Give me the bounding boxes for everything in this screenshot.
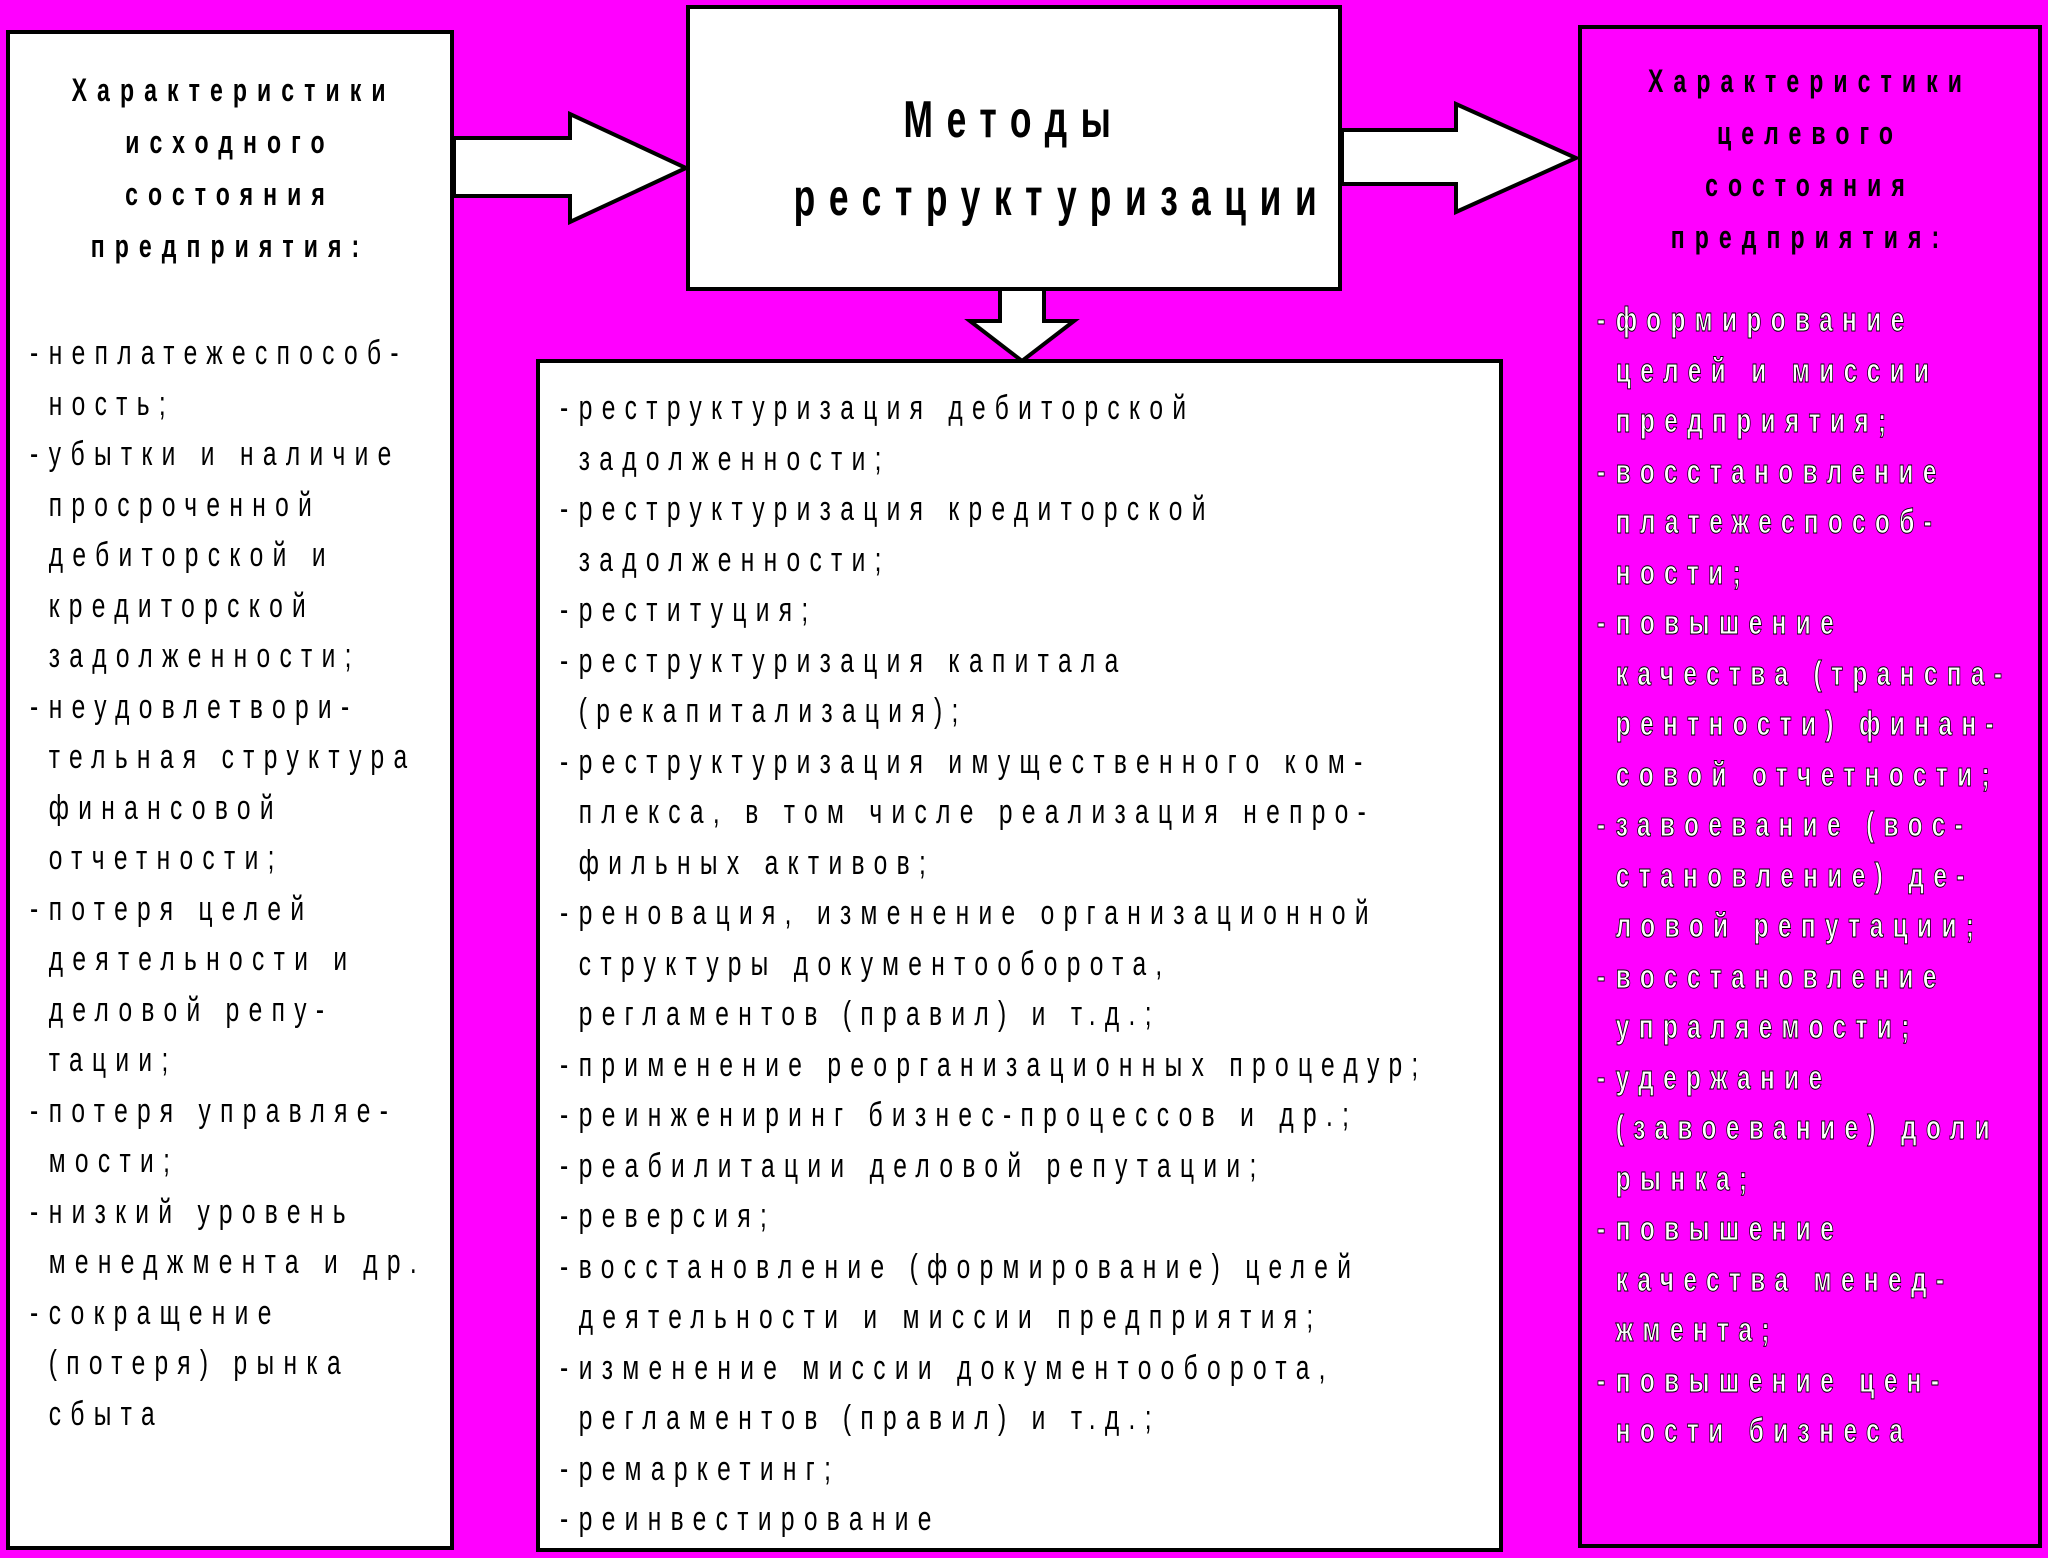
- list-item: - убытки и наличие просроченной дебиторской и кредиторской задолженности;: [30, 429, 462, 682]
- initial-state-box: [6, 30, 454, 1550]
- title-line: реструктуризации: [793, 169, 1331, 227]
- list-item: - потеря управляе- мости;: [30, 1086, 462, 1187]
- list-item: - реструктуризация кредиторской задолженности;: [560, 484, 1496, 585]
- list-item: - удержание (завоевание) доли рынка;: [1597, 1053, 2043, 1205]
- heading-line: Характеристики: [1647, 63, 1972, 99]
- list-item: - ремаркетинг;: [560, 1444, 1496, 1495]
- arrow-methods-to-right: [1338, 100, 1582, 218]
- heading-line: Характеристики: [71, 72, 396, 108]
- list-item: - реструктуризация капитала (рекапитализация);: [560, 636, 1496, 737]
- list-item: - реновация, изменение организационной структуры документооборота, регламентов (правил) и т.д.;: [560, 888, 1496, 1040]
- list-item: - восстановление платежеспособ- ности;: [1597, 447, 2043, 599]
- title-line: Методы: [903, 91, 1125, 149]
- list-item: - неудовлетвори- тельная структура финансовой отчетности;: [30, 682, 462, 884]
- list-item: - восстановление упраляемости;: [1597, 952, 2043, 1053]
- heading-line: предприятия:: [90, 228, 370, 264]
- list-item: - реинвестирование: [560, 1494, 1496, 1545]
- list-item: - реституция;: [560, 585, 1496, 636]
- list-item: - реструктуризация имущественного ком- плекса, в том числе реализация непро- фильных активов;: [560, 737, 1496, 889]
- heading-line: состояния: [1705, 167, 1915, 203]
- list-item: - повышение цен- ности бизнеса: [1597, 1356, 2043, 1457]
- list-item: - реструктуризация дебиторской задолженности;: [560, 383, 1496, 484]
- target-state-list: [1597, 295, 2048, 1457]
- list-item: - потеря целей деятельности и деловой репу- тации;: [30, 884, 462, 1086]
- heading-line: исходного: [125, 124, 335, 160]
- list-item: - завоевание (вос- становление) де- ловой репутации;: [1597, 800, 2043, 952]
- methods-title-box: [686, 5, 1342, 291]
- methods-list-box: [536, 359, 1503, 1552]
- list-item: - реверсия;: [560, 1191, 1496, 1242]
- list-item: - неплатежеспособ- ность;: [30, 328, 462, 429]
- list-item: - применение реорганизационных процедур;: [560, 1040, 1496, 1091]
- list-item: - повышение качества (транспа- рентности) финан- совой отчетности;: [1597, 598, 2043, 800]
- list-item: - восстановление (формирование) целей деятельности и миссии предприятия;: [560, 1242, 1496, 1343]
- heading-line: целевого: [1716, 115, 1904, 151]
- list-item: - реабилитации деловой репутации;: [560, 1141, 1496, 1192]
- list-item: - сокращение (потеря) рынка сбыта: [30, 1288, 462, 1440]
- list-item: - реинжениринг бизнес-процессов и др.;: [560, 1090, 1496, 1141]
- heading-line: состояния: [125, 176, 335, 212]
- initial-state-heading: [71, 64, 396, 272]
- methods-title: [793, 81, 1331, 237]
- target-state-heading: [1646, 55, 1974, 263]
- list-item: - формирование целей и миссии предприятия;: [1597, 295, 2043, 447]
- list-item: - изменение миссии документооборота, регламентов (правил) и т.д.;: [560, 1343, 1496, 1444]
- arrow-methods-down: [966, 287, 1078, 365]
- target-state-box: [1578, 25, 2042, 1548]
- list-item: - низкий уровень менеджмента и др.: [30, 1187, 462, 1288]
- heading-line: предприятия:: [1670, 219, 1950, 255]
- arrow-left-to-methods: [450, 110, 690, 230]
- list-item: - повышение качества менед- жмента;: [1597, 1204, 2043, 1356]
